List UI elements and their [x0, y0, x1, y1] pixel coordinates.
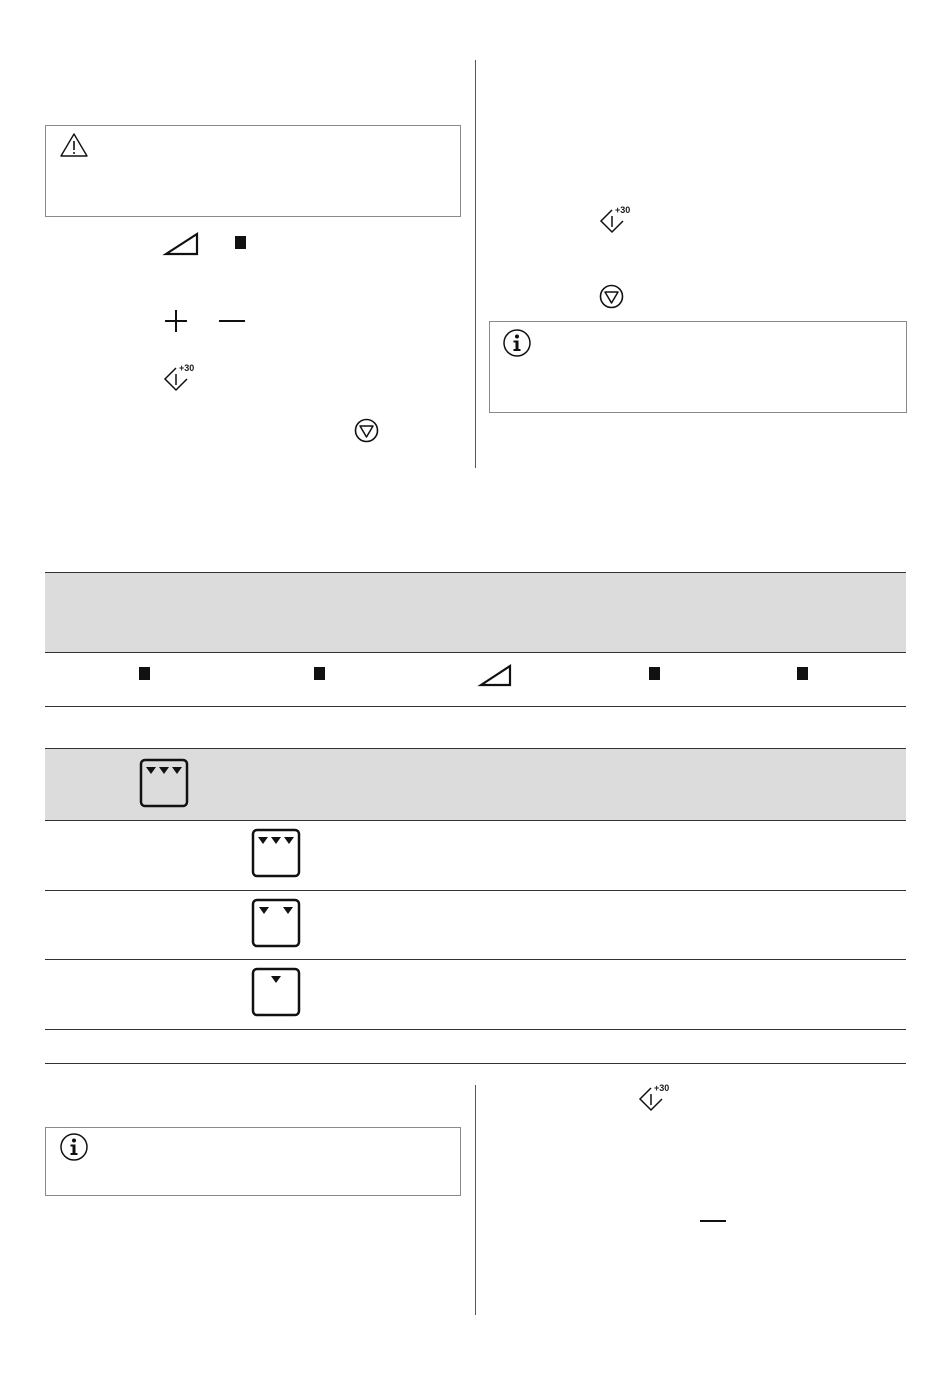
black-square-icon — [139, 667, 150, 680]
column-divider-bottom — [475, 1085, 476, 1315]
ramp-triangle-icon — [480, 665, 512, 686]
down-triangle-circle-icon — [599, 284, 624, 309]
table-rule — [45, 959, 906, 960]
black-square-icon — [649, 667, 660, 680]
oven-three-triangles-icon — [251, 828, 301, 878]
info-circle-icon — [502, 328, 532, 358]
table-rule — [45, 706, 906, 707]
fast-heat-up-icon — [638, 1083, 678, 1116]
oven-two-triangles-icon — [251, 898, 301, 948]
table-header — [45, 573, 906, 653]
boost-label: +30 — [615, 205, 631, 215]
plus-icon — [164, 309, 188, 333]
table-rule — [45, 1063, 906, 1064]
table-rule — [45, 890, 906, 891]
table-rule — [45, 748, 906, 749]
warning-triangle-icon — [59, 132, 89, 158]
oven-three-triangles-icon — [139, 758, 189, 808]
oven-one-triangle-icon — [251, 967, 301, 1017]
table-rule — [45, 820, 906, 821]
black-square-icon — [314, 667, 325, 680]
fast-heat-up-icon — [599, 205, 639, 238]
minus-icon — [219, 319, 245, 323]
info-circle-icon — [59, 1132, 89, 1162]
boost-label: +30 — [654, 1083, 670, 1093]
table-rule — [45, 652, 906, 653]
minus-icon — [700, 1219, 726, 1223]
info-box — [489, 321, 907, 413]
black-square-icon — [797, 667, 808, 680]
warning-box — [45, 125, 461, 217]
column-divider-top — [475, 60, 476, 468]
table-rule — [45, 572, 906, 573]
fast-heat-up-icon — [163, 363, 203, 396]
down-triangle-circle-icon — [354, 418, 379, 443]
table-rule — [45, 1029, 906, 1030]
ramp-triangle-icon — [165, 233, 199, 255]
info-box — [45, 1127, 461, 1196]
boost-label: +30 — [179, 363, 195, 373]
black-square-icon — [235, 236, 246, 249]
